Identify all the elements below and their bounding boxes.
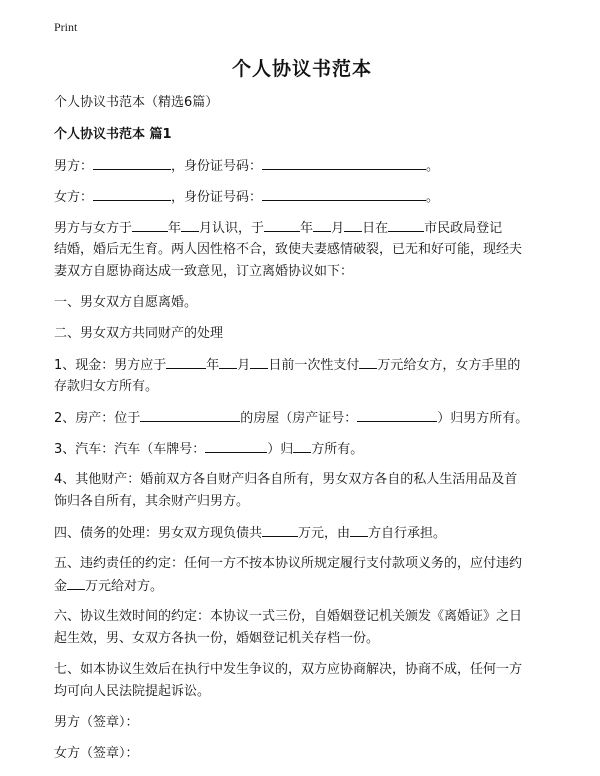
husband-name-blank (93, 155, 171, 170)
wife-line: 女方： ，身份证号码： 。 (54, 186, 550, 208)
intro-line-2: 结婚，婚后无生育。两人因性格不合，致使夫妻感情破裂，已无和好可能，现经夫 (54, 242, 523, 257)
clause-2: 二、男女双方共同财产的处理 (54, 326, 224, 341)
item-other-line-1: 4、其他财产：婚前双方各自财产归各自所有，男女双方各自的私人生活用品及首 (54, 472, 518, 487)
clause-7-line-2: 均可向人民法院提起诉讼。 (54, 684, 211, 699)
item-car: 3、汽车：汽车（车牌号： ）归 方所有。 (54, 438, 550, 460)
sign-wife: 女方（签章）： (54, 746, 139, 761)
wife-id-blank (262, 186, 426, 201)
sign-husband: 男方（签章）： (54, 715, 139, 730)
print-label[interactable]: Print (54, 20, 78, 34)
clause-7-line-1: 七、如本协议生效后在执行中发生争议的，双方应协商解决，协商不成，任何一方 (54, 662, 523, 677)
document-title: 个人协议书范本 (231, 58, 372, 80)
item-cash-line-2: 存款归女方所有。 (54, 379, 159, 394)
intro-line-3: 妻双方自愿协商达成一致意见，订立离婚协议如下： (54, 264, 354, 279)
clause-4: 四、债务的处理：男女双方现负债共 万元，由 方自行承担。 (54, 522, 550, 544)
husband-line: 男方： ，身份证号码： 。 (54, 155, 550, 177)
clause-5-line-1: 五、违约责任的约定：任何一方不按本协议所规定履行支付款项义务的，应付违约 (54, 556, 523, 571)
wife-name-blank (93, 186, 171, 201)
clause-1: 一、男女双方自愿离婚。 (54, 295, 198, 310)
husband-id-blank (262, 155, 426, 170)
clause-5-line-2: 金 万元给对方。 (54, 575, 550, 597)
item-other-line-2: 饰归各自所有，其余财产归男方。 (54, 494, 250, 509)
clause-6-line-1: 六、协议生效时间的约定：本协议一式三份，自婚姻登记机关颁发《离婚证》之日 (54, 609, 523, 624)
section-heading: 个人协议书范本 篇1 (54, 127, 172, 142)
item-cash-line-1: 1、现金：男方应于 年 月 日前一次性支付 万元给女方，女方手里的 (54, 354, 550, 376)
clause-6-line-2: 起生效，男、女双方各执一份，婚姻登记机关存档一份。 (54, 631, 380, 646)
document-subtitle: 个人协议书范本（精选6篇） (54, 95, 219, 110)
item-house: 2、房产：位于 的房屋（房产证号： ）归男方所有。 (54, 407, 550, 429)
intro-line-1: 男方与女方于 年 月认识，于 年 月 日在 市民政局登记 (54, 217, 550, 239)
